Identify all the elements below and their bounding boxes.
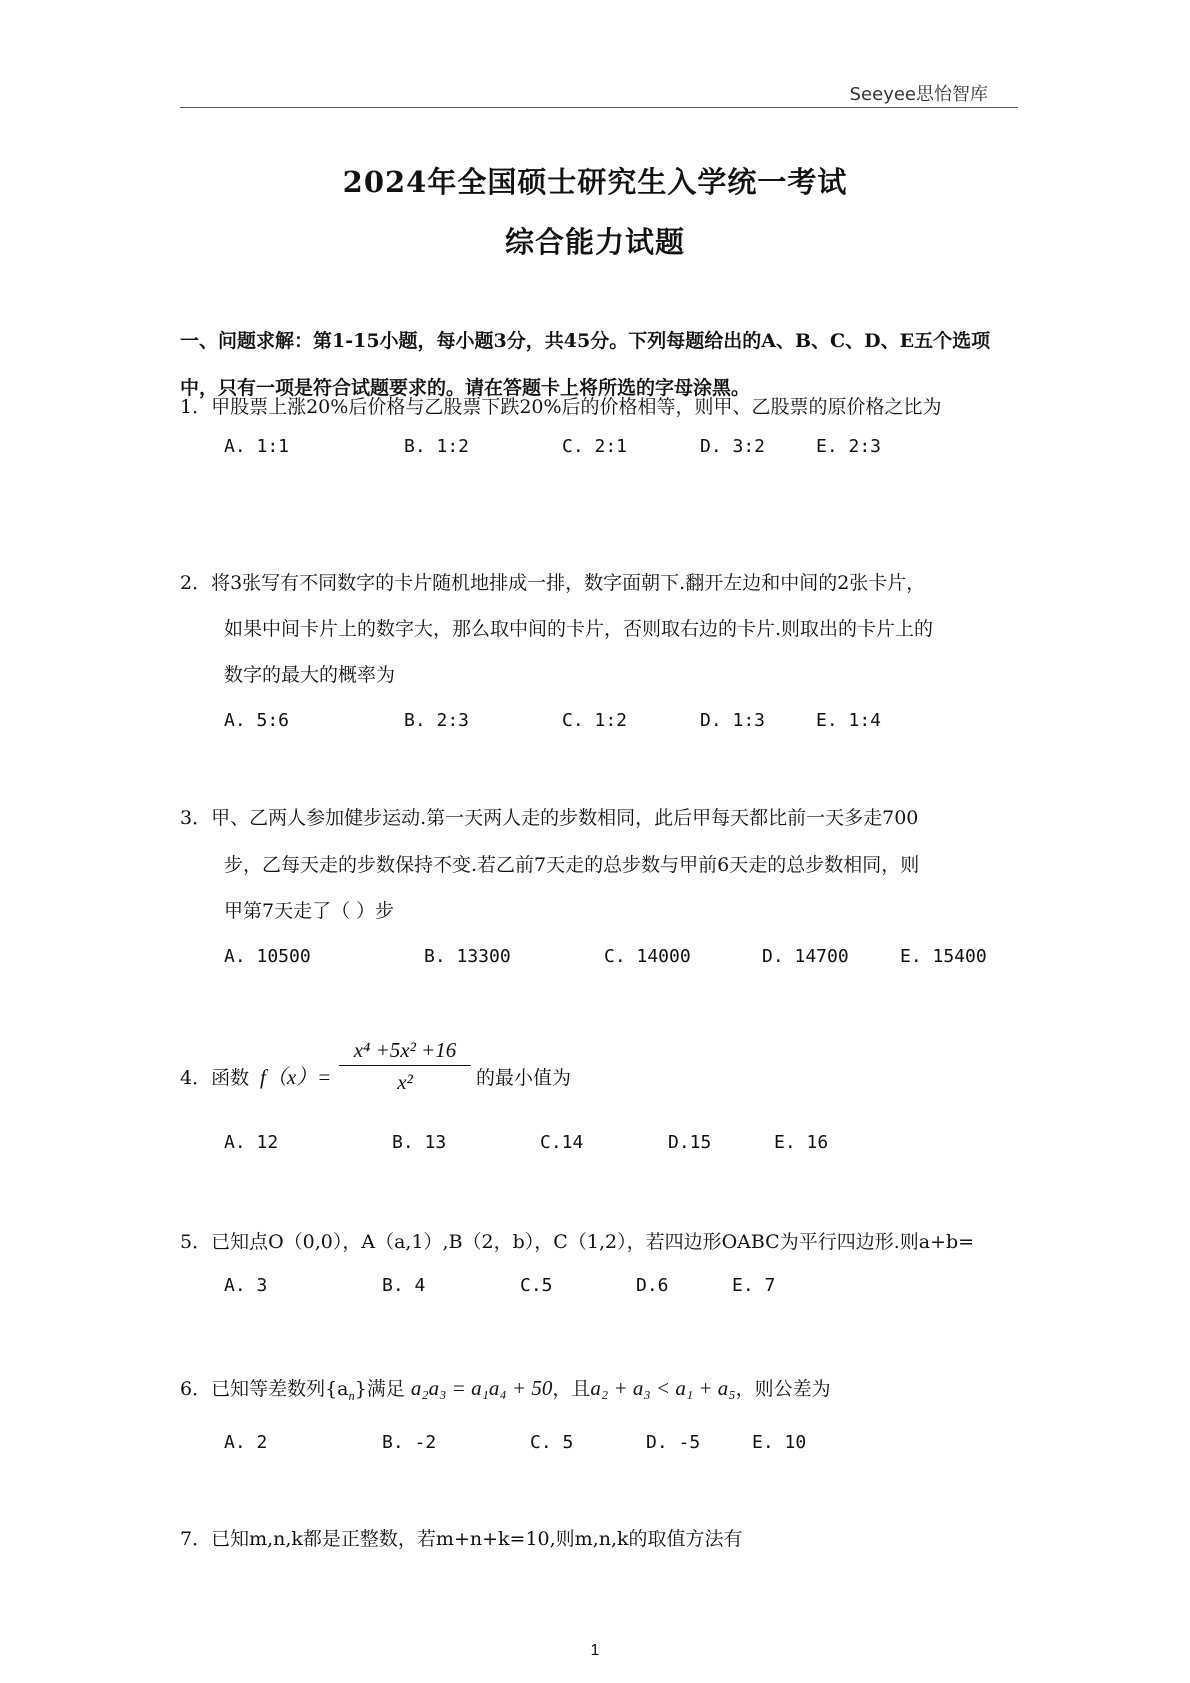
question-4-option-d: D.15 [668,1132,712,1153]
question-4-option-e: E. 16 [774,1132,829,1153]
page-number: 1 [590,1642,600,1659]
question-4-option-b: B. 13 [392,1132,447,1153]
question-2-option-a: A. 5:6 [224,710,290,731]
question-3-option-c: C. 14000 [604,946,691,967]
exam-subtitle: 综合能力试题 [504,225,685,259]
question-1-option-a: A. 1:1 [224,436,290,457]
question-4-prefix: 4．函数 [180,1067,250,1089]
question-3-option-d: D. 14700 [762,946,849,967]
question-4-function-name: f（x）= [260,1065,332,1089]
question-2-option-b: B. 2:3 [404,710,470,731]
header-rule [180,107,1018,108]
question-5-option-e: E. 7 [732,1275,776,1296]
question-6-subscript: n [348,1388,355,1403]
question-4-denominator: x² [397,1070,413,1094]
question-3-stem-line-2: 步，乙每天走的步数保持不变.若乙前7天走的总步数与甲前6天走的总步数相同，则 [224,854,920,876]
question-6-stem [180,1374,831,1404]
question-1-option-d: D. 3:2 [700,436,766,457]
question-4-suffix: 的最小值为 [476,1067,572,1089]
question-2-stem-line-2: 如果中间卡片上的数字大，那么取中间的卡片，否则取右边的卡片.则取出的卡片上的 [224,618,934,640]
question-2-option-c: C. 1:2 [562,710,628,731]
question-1-option-e: E. 2:3 [816,436,882,457]
question-1-option-b: B. 1:2 [404,436,470,457]
question-5-option-d: D.6 [636,1275,669,1296]
question-5-option-c: C.5 [520,1275,553,1296]
question-6-prefix: 6．已知等差数列{a [180,1378,349,1400]
question-4-option-c: C.14 [540,1132,584,1153]
question-2-stem-line-3: 数字的最大的概率为 [224,664,396,686]
question-6-option-c: C. 5 [530,1432,574,1453]
question-6-option-d: D. -5 [646,1432,701,1453]
question-4-fraction [339,1038,471,1095]
question-5-stem: 5．已知点O（0,0），A（a,1）,B（2，b），C（1,2），若四边形OABC为平行四边形.则a+b= [180,1231,975,1253]
question-6-mid-1: }满足 [354,1378,405,1400]
question-6-condition-1: a₂a₃ = a₁a₄ + 50 [410,1376,553,1400]
question-6-option-a: A. 2 [224,1432,268,1453]
question-2-stem-line-1: 2．将3张写有不同数字的卡片随机地排成一排，数字面朝下.翻开左边和中间的2张卡片， [180,572,926,594]
question-6-mid-2: ，且 [552,1378,591,1400]
question-3-option-e: E. 15400 [900,946,987,967]
question-2-option-e: E. 1:4 [816,710,882,731]
question-6-option-b: B. -2 [382,1432,437,1453]
question-5-option-b: B. 4 [382,1275,426,1296]
section-instructions: 一、问题求解：第1-15小题，每小题3分，共45分。下列每题给出的A、B、C、D、E五个选项中，只有一项是符合试题要求的。请在答题卡上将所选的字母涂黑。 [180,330,991,399]
question-4-option-a: A. 12 [224,1132,279,1153]
question-1-option-c: C. 2:1 [562,436,628,457]
question-3-stem-line-1: 3．甲、乙两人参加健步运动.第一天两人走的步数相同，此后甲每天都比前一天多走700 [180,807,919,829]
question-1-stem: 1．甲股票上涨20%后价格与乙股票下跌20%后的价格相等，则甲、乙股票的原价格之比为 [180,396,942,418]
question-5-option-a: A. 3 [224,1275,268,1296]
header-brand: Seeyee思怡智库 [849,84,988,105]
question-6-condition-2: a₂ + a₃ < a₁ + a₅ [590,1376,736,1400]
exam-title: 2024年全国硕士研究生入学统一考试 [342,165,848,199]
question-6-option-e: E. 10 [752,1432,807,1453]
question-2-option-d: D. 1:3 [700,710,766,731]
question-6-suffix: ，则公差为 [735,1378,831,1400]
question-3-stem-line-3: 甲第7天走了（ ）步 [224,900,395,922]
question-3-option-a: A. 10500 [224,946,311,967]
question-3-option-b: B. 13300 [424,946,511,967]
question-4-numerator: x⁴ +5x² +16 [339,1038,471,1066]
question-7-stem: 7．已知m,n,k都是正整数，若m+n+k=10,则m,n,k的取值方法有 [180,1528,743,1550]
